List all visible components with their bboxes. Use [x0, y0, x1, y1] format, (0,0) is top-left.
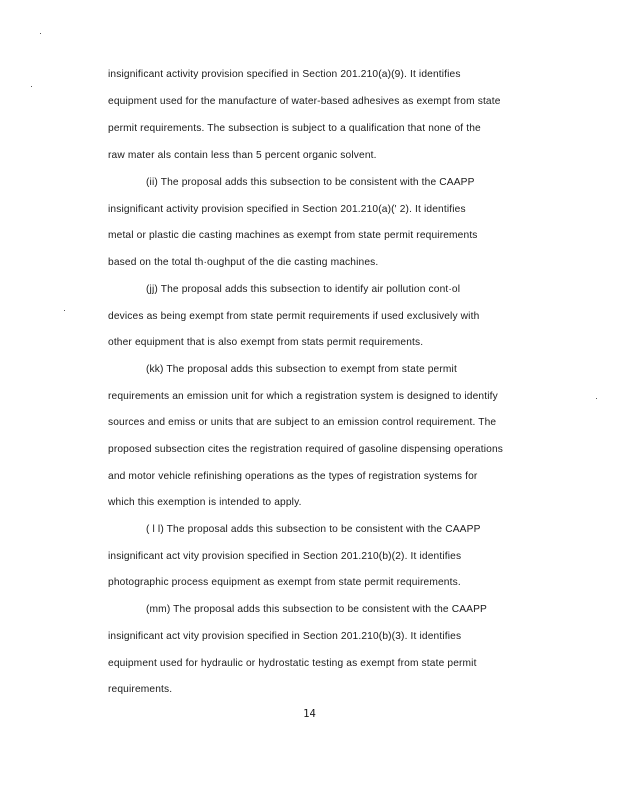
text-line: and motor vehicle refinishing operations as the types of registration systems for	[108, 471, 478, 482]
text-line: photographic process equipment as exempt from state permit requirements.	[108, 577, 461, 588]
scan-speck	[31, 86, 32, 87]
text-line: (kk) The proposal adds this subsection to exempt from state permit	[146, 364, 457, 375]
text-line: equipment used for hydraulic or hydrostatic testing as exempt from state permit	[108, 658, 477, 669]
page-number: 14	[303, 708, 316, 720]
text-line: equipment used for the manufacture of water-based adhesives as exempt from state	[108, 96, 501, 107]
text-line: (jj) The proposal adds this subsection to identify air pollution cont·ol	[146, 284, 461, 295]
text-line: (mm) The proposal adds this subsection to be consistent with the CAAPP	[146, 604, 488, 615]
text-line: (ii) The proposal adds this subsection to be consistent with the CAAPP	[146, 177, 475, 188]
text-line: raw mater als contain less than 5 percent organic solvent.	[108, 150, 377, 161]
scan-speck	[40, 33, 41, 34]
scan-speck	[596, 398, 597, 399]
text-line: requirements an emission unit for which a registration system is designed to identify	[108, 391, 498, 402]
text-line: insignificant act vity provision specified in Section 201.210(b)(2). It identifies	[108, 551, 462, 562]
text-line: metal or plastic die casting machines as exempt from state permit requirements	[108, 230, 478, 241]
text-line: ( l l) The proposal adds this subsection to be consistent with the CAAPP	[146, 524, 481, 535]
text-line: which this exemption is intended to apply.	[108, 497, 302, 508]
text-line: sources and emiss or units that are subject to an emission control requirement. The	[108, 417, 497, 428]
text-line: insignificant activity provision specified in Section 201.210(a)(9). It identifies	[108, 69, 461, 80]
text-line: based on the total th·oughput of the die casting machines.	[108, 257, 379, 268]
text-line: other equipment that is also exempt from stats permit requirements.	[108, 337, 424, 348]
text-line: requirements.	[108, 684, 173, 695]
scan-speck	[64, 310, 65, 311]
text-line: insignificant act vity provision specified in Section 201.210(b)(3). It identifies	[108, 631, 462, 642]
text-line: devices as being exempt from state permit requirements if used exclusively with	[108, 311, 480, 322]
text-line: proposed subsection cites the registration required of gasoline dispensing operations	[108, 444, 504, 455]
text-line: insignificant activity provision specified in Section 201.210(a)(' 2). It identifies	[108, 204, 466, 215]
text-line: permit requirements. The subsection is subject to a qualification that none of the	[108, 123, 481, 134]
